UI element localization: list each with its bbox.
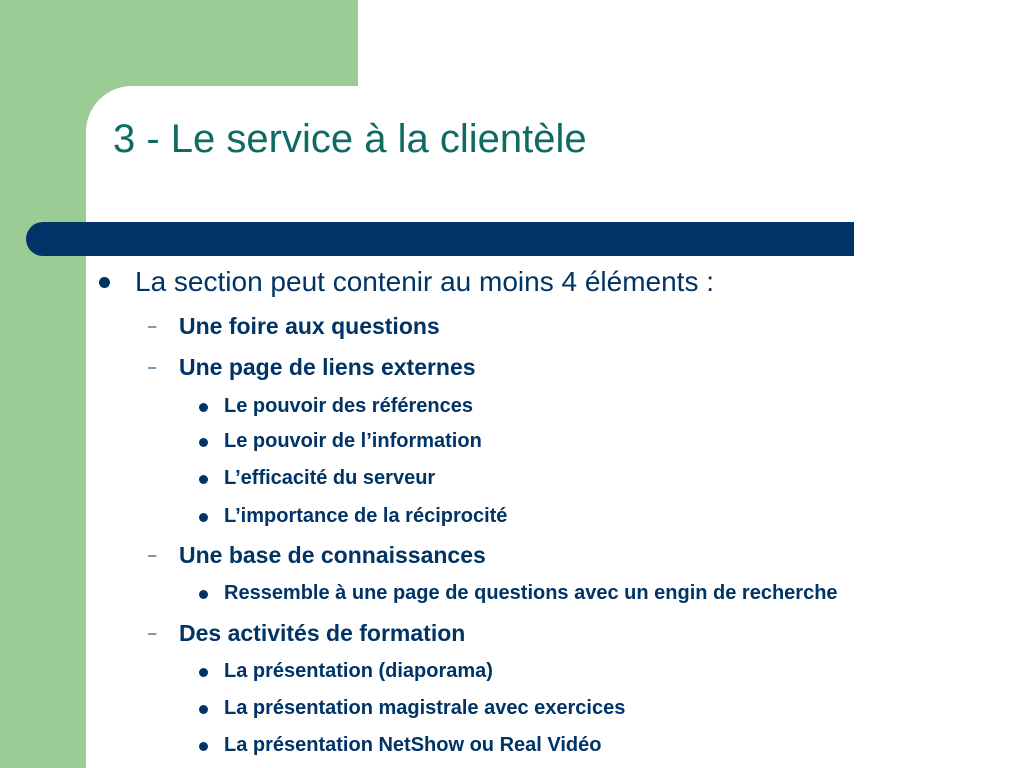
sub-item-text: La présentation NetShow ou Real Vidéo bbox=[224, 734, 602, 756]
bullet-intro-text: La section peut contenir au moins 4 éléments : bbox=[135, 266, 715, 297]
title-divider-bar bbox=[26, 222, 854, 256]
bullet-dot-icon bbox=[199, 438, 208, 447]
sub-item-text: Le pouvoir des références bbox=[224, 395, 473, 417]
item-links-text: Une page de liens externes bbox=[179, 354, 476, 380]
sub-item-text: Ressemble à une page de questions avec un engin de recherche bbox=[224, 582, 838, 604]
item-knowledge-text: Une base de connaissances bbox=[179, 542, 486, 568]
sub-item-text: La présentation magistrale avec exercices bbox=[224, 697, 626, 719]
sub-item-text: L’efficacité du serveur bbox=[224, 467, 436, 489]
bullet-dot-icon bbox=[199, 513, 208, 522]
sub-item-text: L’importance de la réciprocité bbox=[224, 505, 508, 527]
sub-item-text: Le pouvoir de l’information bbox=[224, 430, 482, 452]
item-faq-text: Une foire aux questions bbox=[179, 313, 440, 339]
sub-item-text: La présentation (diaporama) bbox=[224, 660, 493, 682]
dash-icon: – bbox=[148, 625, 157, 642]
slide-title: 3 - Le service à la clientèle bbox=[113, 117, 587, 161]
bullet-dot-icon bbox=[199, 668, 208, 677]
item-training-text: Des activités de formation bbox=[179, 620, 466, 646]
bullet-dot-icon bbox=[199, 742, 208, 751]
bullet-dot-icon bbox=[199, 705, 208, 714]
bullet-dot-icon bbox=[199, 403, 208, 412]
dash-icon: – bbox=[148, 547, 157, 564]
bullet-dot-icon bbox=[199, 475, 208, 484]
dash-icon: – bbox=[148, 359, 157, 376]
bullet-dot-icon bbox=[99, 277, 110, 288]
dash-icon: – bbox=[148, 318, 157, 335]
bullet-dot-icon bbox=[199, 590, 208, 599]
